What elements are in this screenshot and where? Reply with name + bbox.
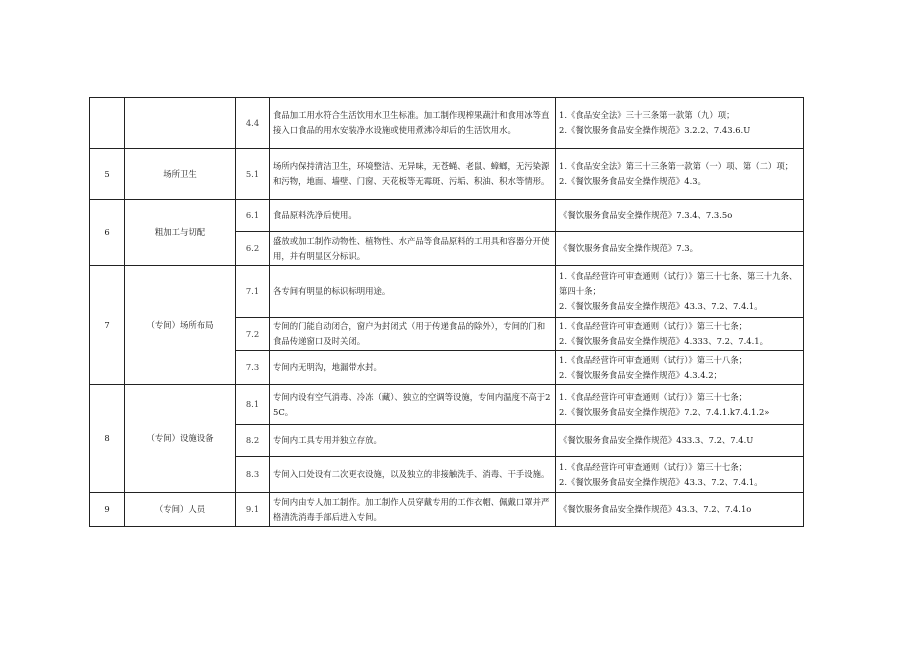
- legal-basis-cell: [556, 98, 804, 149]
- row-number-cell: 8: [90, 385, 125, 493]
- food-safety-inspection-table: [89, 97, 804, 527]
- table-row: [90, 149, 804, 200]
- code-cell: 4.4: [236, 98, 270, 149]
- legal-basis-cell: [556, 318, 804, 351]
- row-number-cell: 7: [90, 266, 125, 385]
- requirement-cell: 专间内工具专用并独立存放。: [270, 425, 556, 457]
- code-cell: 7.2: [236, 318, 270, 351]
- basis-line: 2.《餐饮服务食品安全操作规范》4.3.4.2；: [559, 369, 722, 380]
- requirement-cell: 专间内无明沟，地漏带水封。: [270, 351, 556, 385]
- table-row: [90, 493, 804, 527]
- code-cell: 6.2: [236, 232, 270, 266]
- table-row: [90, 200, 804, 232]
- code-cell: 5.1: [236, 149, 270, 200]
- requirement-cell: 场所内保持清洁卫生，环境整洁、无异味，无苍蝇、老鼠、蟑螂，无污染源和污物，地面、墙壁、门窗、天花板等无霉斑、污垢、积油、积水等情形。: [270, 149, 556, 200]
- legal-basis-cell: [556, 200, 804, 232]
- row-number-cell: 5: [90, 149, 125, 200]
- code-cell: 8.3: [236, 457, 270, 493]
- basis-line: 《餐饮服务食品安全操作规范》7.3.4、7.3.5o: [559, 210, 733, 220]
- requirement-cell: 专间的门能自动闭合，窗户为封闭式（用于传递食品的除外），专间的门和食品传递窗口及时关闭。: [270, 318, 556, 351]
- code-cell: 8.2: [236, 425, 270, 457]
- basis-line: 2.《餐饮服务食品安全操作规范》4.333、7.2、7.4.1。: [559, 336, 768, 346]
- legal-basis-cell: [556, 493, 804, 527]
- basis-line: 2.《餐饮服务食品安全操作规范》43.3、7.2、7.4.1。: [559, 301, 763, 311]
- code-cell: 8.1: [236, 385, 270, 425]
- basis-line: 2.《餐饮服务食品安全操作规范》4.3。: [559, 176, 706, 186]
- requirement-cell: 盛放或加工制作动物性、植物性、水产品等食品原料的工用具和容器分开使用，并有明显区分标识。: [270, 232, 556, 266]
- legal-basis-cell: [556, 351, 804, 385]
- basis-line: 《餐饮服务食品安全操作规范》43.3、7.2、7.4.1o: [559, 504, 752, 514]
- requirement-cell: 专间内设有空气消毒、冷冻（藏）、独立的空调等设施，专间内温度不高于25C。: [270, 385, 556, 425]
- requirement-cell: 食品原料洗净后使用。: [270, 200, 556, 232]
- legal-basis-cell: [556, 457, 804, 493]
- basis-line: 2.《餐饮服务食品安全操作规范》3.2.2、7.43.6.U: [559, 125, 751, 135]
- table-row: [90, 385, 804, 425]
- basis-line: 《餐饮服务食品安全操作规范》433.3、7.2、7.4.U: [559, 435, 754, 445]
- legal-basis-cell: [556, 425, 804, 457]
- legal-basis-cell: [556, 266, 804, 318]
- basis-line: 1.《食品安全法》第三十三条第一款第（一）项、第（二）项；: [559, 161, 794, 171]
- requirement-cell: 食品加工用水符合生活饮用水卫生标准。加工制作现榨果蔬汁和食用冰等直接入口食品的用水安装净水设施或使用煮沸冷却后的生活饮用水。: [270, 98, 556, 149]
- basis-line: 1.《食品经营许可审查通则（试行）》第三十八条；: [559, 354, 748, 365]
- code-cell: 9.1: [236, 493, 270, 527]
- basis-line: 1.《食品经营许可审查通则（试行）》第三十七条、第三十九条、第四十条；: [559, 271, 798, 296]
- legal-basis-cell: [556, 385, 804, 425]
- basis-line: 1.《食品安全法》三十三条第一款第（九）项；: [559, 110, 735, 120]
- item-name-cell: （专间）人员: [125, 493, 236, 527]
- row-number-cell: 9: [90, 493, 125, 527]
- basis-line: 1.《食品经营许可审查通则（试行）》第三十七条；: [559, 461, 748, 472]
- code-cell: 7.1: [236, 266, 270, 318]
- legal-basis-cell: [556, 149, 804, 200]
- legal-basis-cell: [556, 232, 804, 266]
- basis-line: 《餐饮服务食品安全操作规范》7.3。: [559, 243, 698, 253]
- item-name-cell: 粗加工与切配: [125, 200, 236, 266]
- code-cell: 7.3: [236, 351, 270, 385]
- table-row: [90, 98, 804, 149]
- item-name-cell: （专间）场所布局: [125, 266, 236, 385]
- basis-line: 1.《食品经营许可审查通则（试行）》第三十七条；: [559, 391, 748, 402]
- basis-line: 2.《餐饮服务食品安全操作规范》7.2、7.4.1.k7.4.1.2»: [559, 406, 770, 417]
- row-number-cell: 6: [90, 200, 125, 266]
- requirement-cell: 专间内由专人加工制作。加工制作人员穿戴专用的工作衣帽、佩戴口罩并严格清洗消毒手部后进入专间。: [270, 493, 556, 527]
- basis-line: 2.《餐饮服务食品安全操作规范》43.3、7.2、7.4.1。: [559, 476, 763, 487]
- item-name-cell: [125, 98, 236, 149]
- item-name-cell: 场所卫生: [125, 149, 236, 200]
- basis-line: 1.《食品经营许可审查通则（试行）》第三十七条；: [559, 321, 748, 331]
- code-cell: 6.1: [236, 200, 270, 232]
- row-number-cell: [90, 98, 125, 149]
- requirement-cell: 各专间有明显的标识标明用途。: [270, 266, 556, 318]
- item-name-cell: （专间）设施设备: [125, 385, 236, 493]
- table-row: [90, 266, 804, 318]
- requirement-cell: 专间入口处设有二次更衣设施，以及独立的非接触洗手、消毒、干手设施。: [270, 457, 556, 493]
